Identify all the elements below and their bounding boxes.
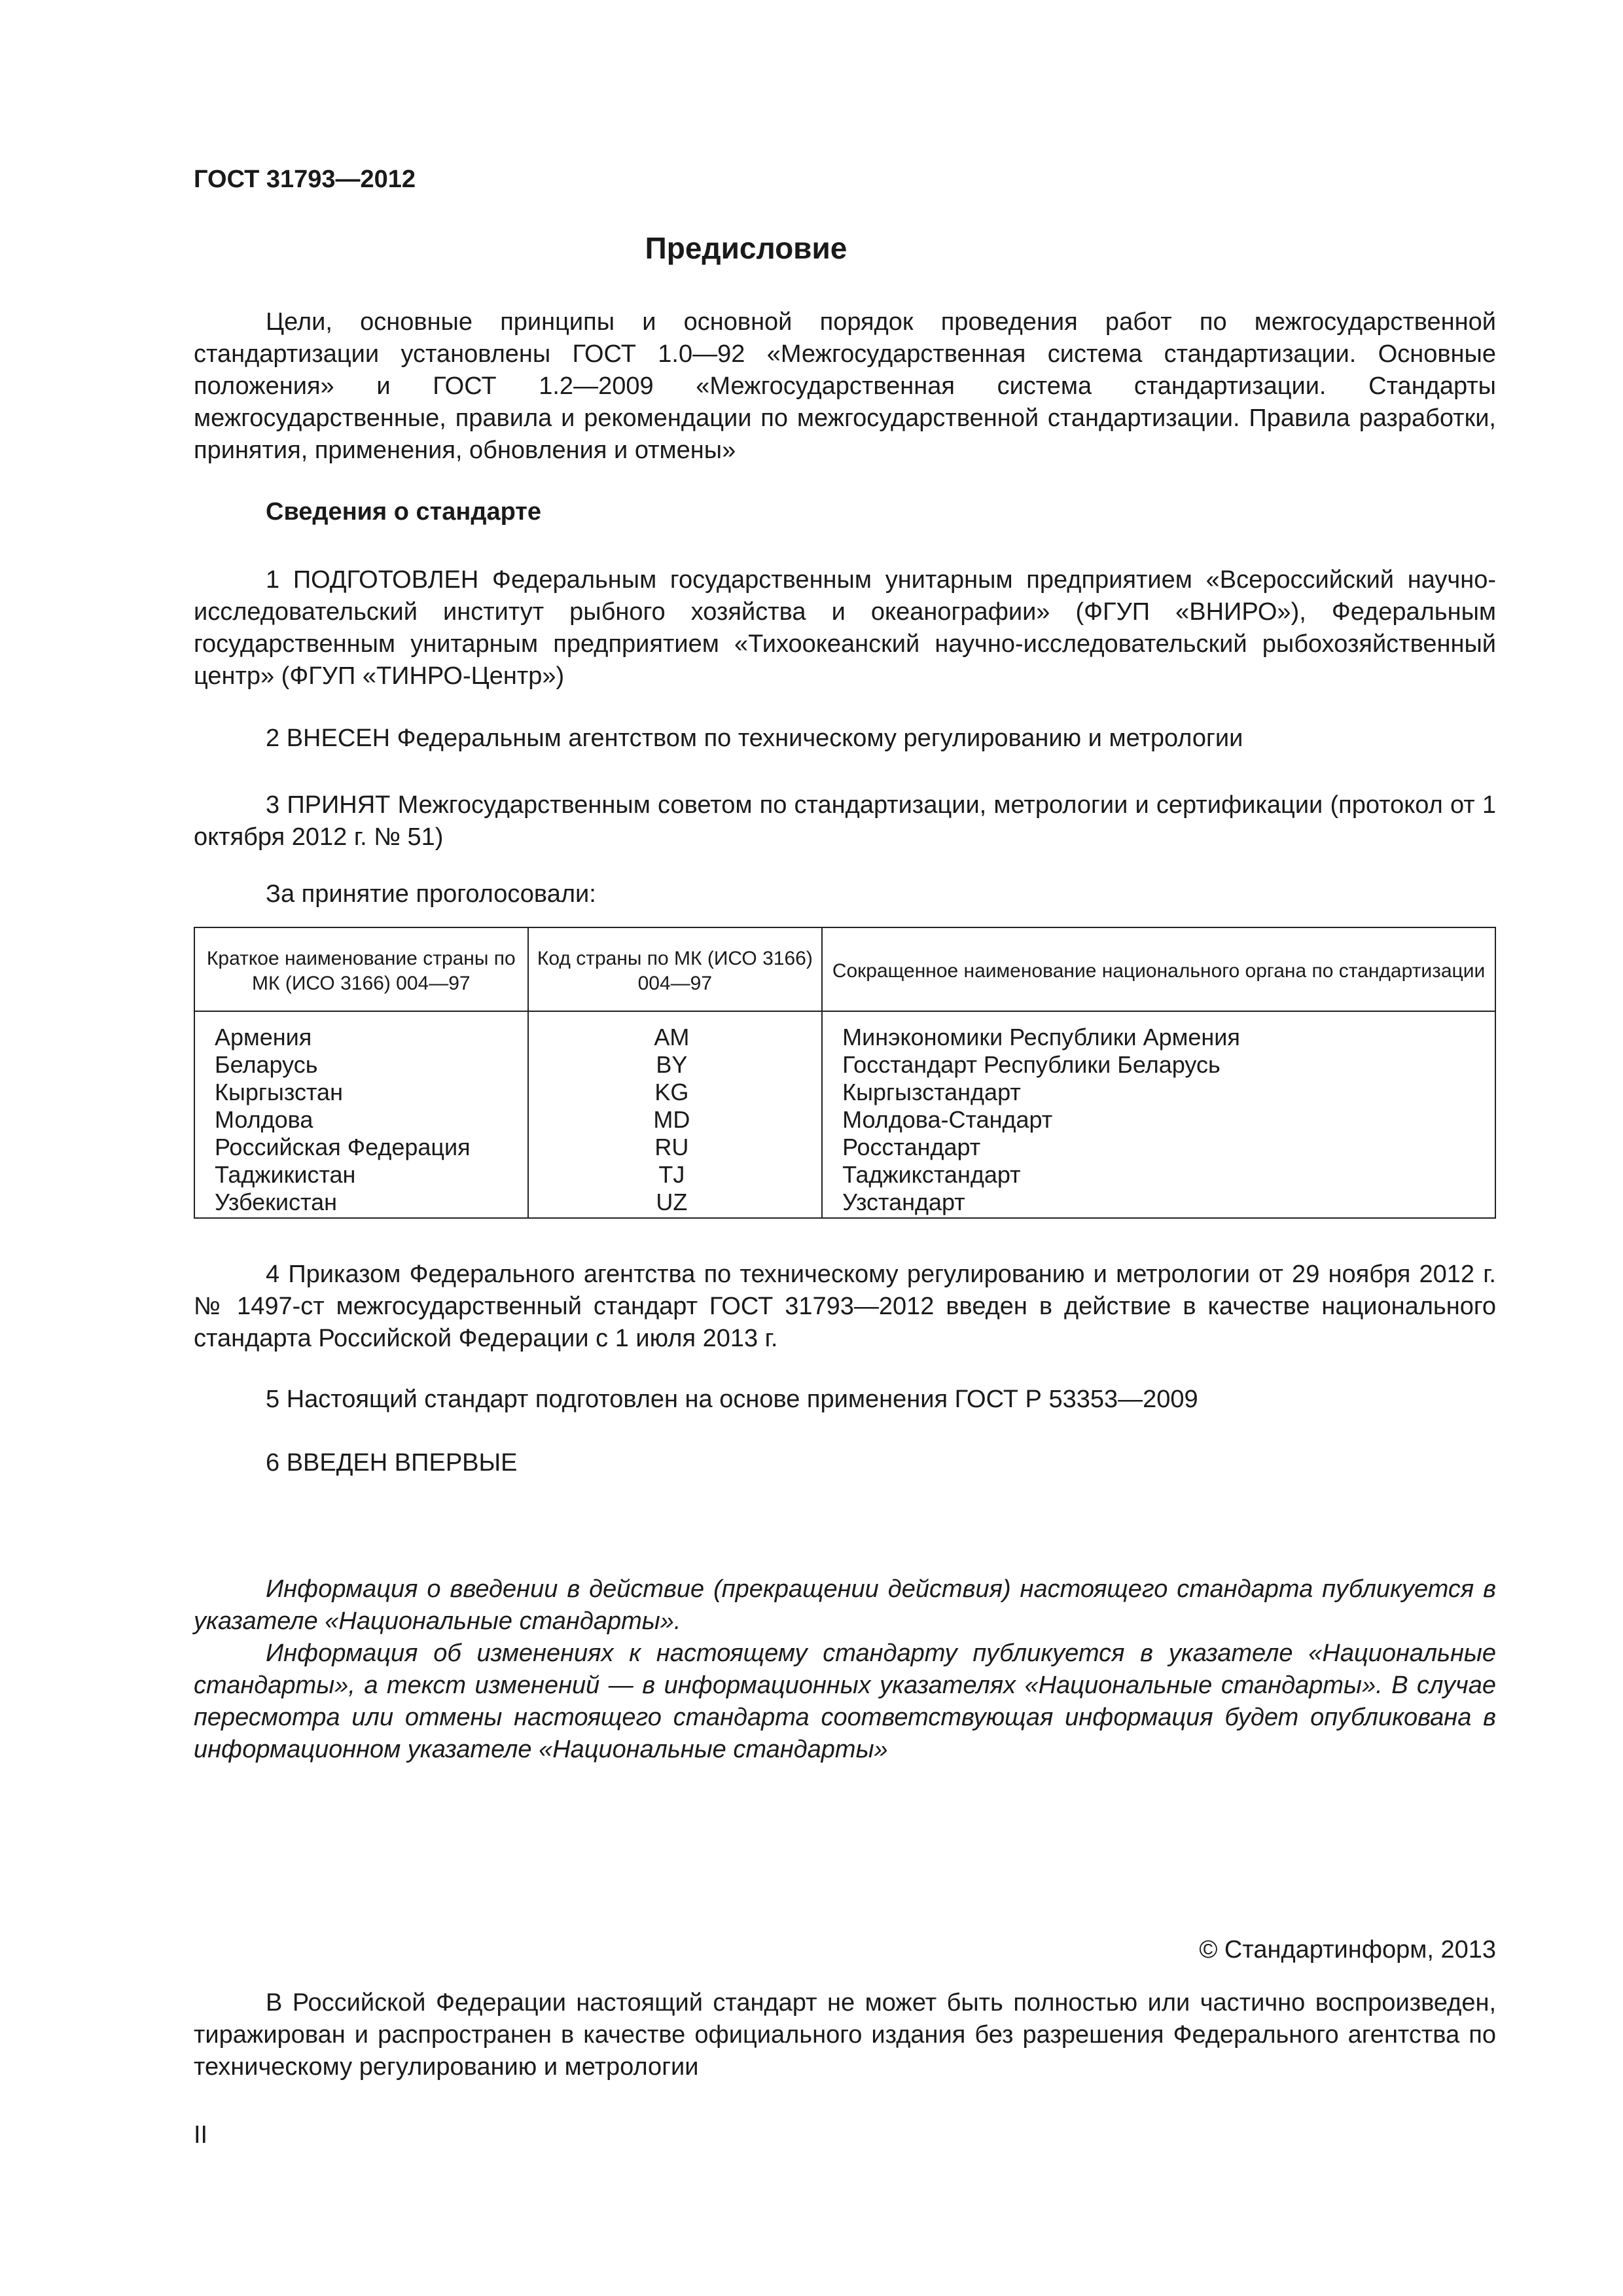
agency-cell: Узстандарт [822, 1189, 1495, 1218]
code-cell: MD [528, 1106, 822, 1134]
table-row [194, 1106, 1495, 1134]
info-heading: Сведения о стандарте [266, 498, 542, 526]
code-cell: RU [528, 1134, 822, 1161]
item-6 [194, 1447, 1496, 1479]
intro-text: Цели, основные принципы и основной порядок проведения работ по межгосударственной стандартизации установлены ГОСТ 1.0—92 «Межгосударственная система стандартизации. Основные положения» и ГОСТ 1.2—2009 «Межгосударственная система стандартизации. Стандарты межгосударственные, правила и рекомендации по межгосударственной стандартизации. Правила разработки, принятия, применения, обновления и отмены» [194, 308, 1496, 464]
table-row [194, 1051, 1495, 1079]
agency-cell: Кыргызстандарт [822, 1079, 1495, 1106]
table-row [194, 1079, 1495, 1106]
info-heading-block [194, 496, 1496, 528]
table-row [194, 1161, 1495, 1189]
item-2 [194, 723, 1496, 755]
country-cell: Таджикистан [194, 1161, 528, 1189]
country-cell: Беларусь [194, 1051, 528, 1079]
table-row [194, 1189, 1495, 1218]
column-header-country: Краткое наименование страны по МК (ИСО 3166) 004—97 [194, 927, 528, 1011]
notice-paragraph-1: Информация о введении в действие (прекращении действия) настоящего стандарта публикуется в указателе «Национальные стандарты». [194, 1575, 1496, 1635]
legal-notice-text: В Российской Федерации настоящий стандарт не может быть полностью или частично воспроизведен, тиражирован и распространен в качестве официального издания без разрешения Федерального агентства по техническому регулированию и метрологии [194, 1989, 1496, 2081]
item-1 [194, 564, 1496, 692]
item-2-text: 2 ВНЕСЕН Федеральным агентством по техническому регулированию и метрологии [266, 725, 1243, 752]
vote-intro [194, 878, 1496, 910]
country-cell: Российская Федерация [194, 1134, 528, 1161]
item-3-text: 3 ПРИНЯТ Межгосударственным советом по стандартизации, метрологии и сертификации (протокол от 1 октября 2012 г. № 51) [194, 791, 1496, 851]
column-header-code: Код страны по МК (ИСО 3166) 004—97 [528, 927, 822, 1011]
agency-cell: Молдова-Стандарт [822, 1106, 1495, 1134]
code-cell: UZ [528, 1189, 822, 1218]
table-row [194, 1134, 1495, 1161]
agency-cell: Таджикстандарт [822, 1161, 1495, 1189]
country-cell: Молдова [194, 1106, 528, 1134]
page-number: II [194, 2121, 208, 2149]
item-5-text: 5 Настоящий стандарт подготовлен на основе применения ГОСТ Р 53353—2009 [266, 1386, 1198, 1413]
item-6-text: 6 ВВЕДЕН ВПЕРВЫЕ [266, 1449, 518, 1477]
table-row [194, 1011, 1495, 1051]
table-header-row [194, 927, 1495, 1011]
agency-cell: Госстандарт Республики Беларусь [822, 1051, 1495, 1079]
legal-notice [194, 1987, 1496, 2083]
column-header-agency: Сокращенное наименование национального органа по стандартизации [822, 927, 1495, 1011]
copyright-block [194, 1934, 1496, 1966]
voting-countries-table [194, 927, 1496, 1219]
code-cell: TJ [528, 1161, 822, 1189]
intro-paragraph [194, 306, 1496, 467]
country-cell: Узбекистан [194, 1189, 528, 1218]
agency-cell: Минэкономики Республики Армения [822, 1011, 1495, 1051]
item-1-text: 1 ПОДГОТОВЛЕН Федеральным государственным унитарным предприятием «Всероссийский научно-исследовательский институт рыбного хозяйства и океанографии» (ФГУП «ВНИРО»), Федеральным государственным унитарным предприятием «Тихоокеанский научно-исследовательский рыбохозяйственный центр» (ФГУП «ТИНРО-Центр») [194, 566, 1496, 690]
code-cell: BY [528, 1051, 822, 1079]
vote-intro-text: За принятие проголосовали: [266, 880, 596, 908]
notice-paragraph-2: Информация об изменениях к настоящему стандарту публикуется в указателе «Национальные стандарты», а текст изменений — в информационных указателях «Национальные стандарты». В случае пересмотра или отмены настоящего стандарта соответствующая информация будет опубликована в информационном указателе «Национальные стандарты» [194, 1640, 1496, 1763]
publication-notice [194, 1573, 1496, 1766]
item-4 [194, 1259, 1496, 1355]
item-3 [194, 789, 1496, 853]
item-4-text: 4 Приказом Федерального агентства по техническому регулированию и метрологии от 29 ноября 2012 г. № 1497-ст межгосударственный стандарт ГОСТ 31793—2012 введен в действие в качестве национального стандарта Российской Федерации с 1 июля 2013 г. [194, 1261, 1496, 1352]
copyright: © Стандартинформ, 2013 [1199, 1936, 1496, 1964]
doc-code-header: ГОСТ 31793—2012 [194, 166, 416, 193]
code-cell: AM [528, 1011, 822, 1051]
country-cell: Кыргызстан [194, 1079, 528, 1106]
country-cell: Армения [194, 1011, 528, 1051]
code-cell: KG [528, 1079, 822, 1106]
agency-cell: Росстандарт [822, 1134, 1495, 1161]
item-5 [194, 1384, 1496, 1416]
page-title: Предисловие [645, 231, 847, 265]
